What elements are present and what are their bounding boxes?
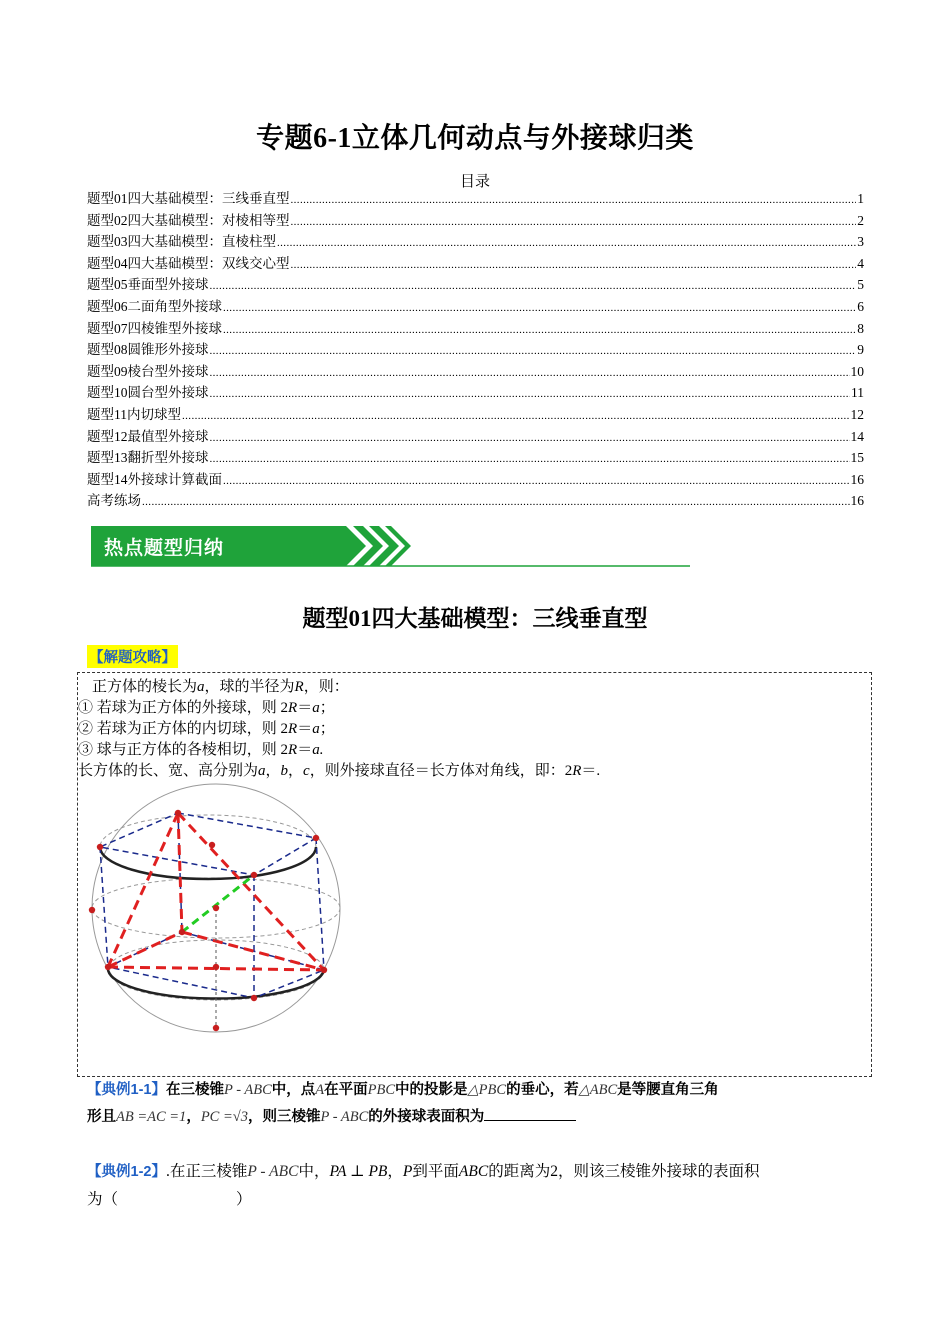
toc-item-label: 题型07四棱锥型外接球 [87, 320, 222, 336]
toc-item[interactable] [87, 470, 864, 492]
table-of-contents [87, 189, 864, 513]
strategy-box [77, 672, 872, 1077]
toc-item-page: 16 [850, 493, 864, 509]
toc-item-label: 题型01四大基础模型：三线垂直型 [87, 191, 290, 206]
page-title: 专题6-1立体几何动点与外接球归类 [256, 123, 694, 154]
toc-item-page: 15 [850, 450, 864, 466]
toc-item-label: 题型04四大基础模型：双线交心型 [87, 255, 290, 271]
toc-item-label: 高考练场 [87, 493, 141, 509]
strategy-line-1: 正方体的棱长为a，球的半径为R，则： [92, 679, 349, 695]
toc-item[interactable] [87, 232, 864, 254]
toc-item[interactable] [87, 383, 864, 405]
example-1-1-tag: 【典例1-1】 [87, 1082, 166, 1098]
toc-item-label: 题型13翻折型外接球 [87, 450, 209, 466]
toc-leader-dots [210, 340, 857, 362]
strategy-badge: 【解题攻略】 [87, 645, 178, 668]
toc-leader-dots [210, 427, 850, 449]
toc-item-page: 12 [850, 406, 864, 422]
toc-item-page: 4 [857, 255, 864, 271]
toc-item-page: 1 [857, 191, 864, 206]
toc-leader-dots [291, 189, 857, 211]
toc-item-page: 10 [850, 363, 864, 379]
toc-item-label: 题型03四大基础模型：直棱柱型 [87, 234, 276, 250]
toc-item-label: 题型09棱台型外接球 [87, 363, 209, 379]
toc-item[interactable] [87, 254, 864, 276]
toc-item[interactable] [87, 362, 864, 384]
toc-item[interactable] [87, 275, 864, 297]
toc-leader-dots [291, 211, 857, 233]
strategy-line-3: ② 若球为正方体的内切球，则 2R＝a； [78, 721, 335, 737]
toc-item[interactable] [87, 491, 864, 513]
toc-leader-dots [291, 254, 857, 276]
toc-item[interactable] [87, 319, 864, 341]
toc-item-label: 题型11内切球型 [87, 406, 181, 422]
toc-leader-dots [277, 232, 856, 254]
toc-item-page: 3 [857, 234, 864, 250]
strategy-line-2: ① 若球为正方体的外接球，则 2R＝a； [78, 700, 335, 716]
toc-item[interactable] [87, 297, 864, 319]
toc-leader-dots [142, 491, 850, 513]
toc-item[interactable] [87, 427, 864, 449]
toc-item[interactable] [87, 448, 864, 470]
answer-blank[interactable] [484, 1106, 576, 1121]
toc-item[interactable] [87, 340, 864, 362]
toc-item[interactable] [87, 211, 864, 233]
toc-item-page: 16 [850, 471, 864, 487]
toc-item-label: 题型14外接球计算截面 [87, 471, 222, 487]
toc-leader-dots [210, 275, 857, 297]
hot-topics-banner [91, 524, 691, 568]
toc-leader-dots [223, 319, 856, 341]
toc-item-label: 题型02四大基础模型：对棱相等型 [87, 212, 290, 228]
toc-item-page: 2 [857, 212, 864, 228]
toc-item[interactable] [87, 405, 864, 427]
toc-heading: 目录 [459, 174, 490, 190]
toc-leader-dots [182, 405, 850, 427]
toc-item-page: 11 [851, 385, 864, 401]
toc-item-page: 14 [850, 428, 864, 444]
toc-leader-dots [210, 448, 850, 470]
strategy-line-4: ③ 球与正方体的各棱相切，则 2R＝a. [78, 742, 324, 758]
toc-item-label: 题型12最值型外接球 [87, 428, 209, 444]
toc-leader-dots [210, 383, 851, 405]
toc-item-page: 8 [857, 320, 864, 336]
toc-item-label: 题型08圆锥形外接球 [87, 342, 209, 358]
toc-item-page: 5 [857, 277, 864, 293]
toc-leader-dots [223, 297, 856, 319]
example-1-2-tag: 【典例1-2】 [87, 1164, 166, 1180]
toc-item-page: 9 [857, 342, 864, 358]
toc-item-page: 6 [857, 298, 864, 314]
sphere-prism-figure [86, 783, 346, 1033]
toc-item[interactable] [87, 189, 864, 211]
toc-item-label: 题型10圆台型外接球 [87, 385, 209, 401]
example-1-2: 【典例1-2】.在正三棱锥P - ABC中，PA ⊥ PB，P到平面ABC的距离为2，则该三棱锥外接球的表面积 为（ ） [87, 1163, 760, 1208]
strategy-line-5: 长方体的长、宽、高分别为a，b，c，则外接球直径＝长方体对角线，即：2R＝. [78, 763, 601, 779]
section-title: 题型01四大基础模型：三线垂直型 [302, 606, 648, 631]
toc-item-label: 题型06二面角型外接球 [87, 298, 222, 314]
toc-leader-dots [223, 470, 850, 492]
toc-leader-dots [210, 362, 850, 384]
banner-label: 热点题型归纳 [104, 538, 225, 559]
example-1-1: 【典例1-1】在三棱锥P - ABC中，点A在平面PBC中的投影是△PBC的垂心，若△ABC是等腰直角三角 形且AB =AC =1，PC =√3，则三棱锥P - ABC的外接球表面积为 [87, 1082, 719, 1125]
toc-item-label: 题型05垂面型外接球 [87, 277, 209, 293]
